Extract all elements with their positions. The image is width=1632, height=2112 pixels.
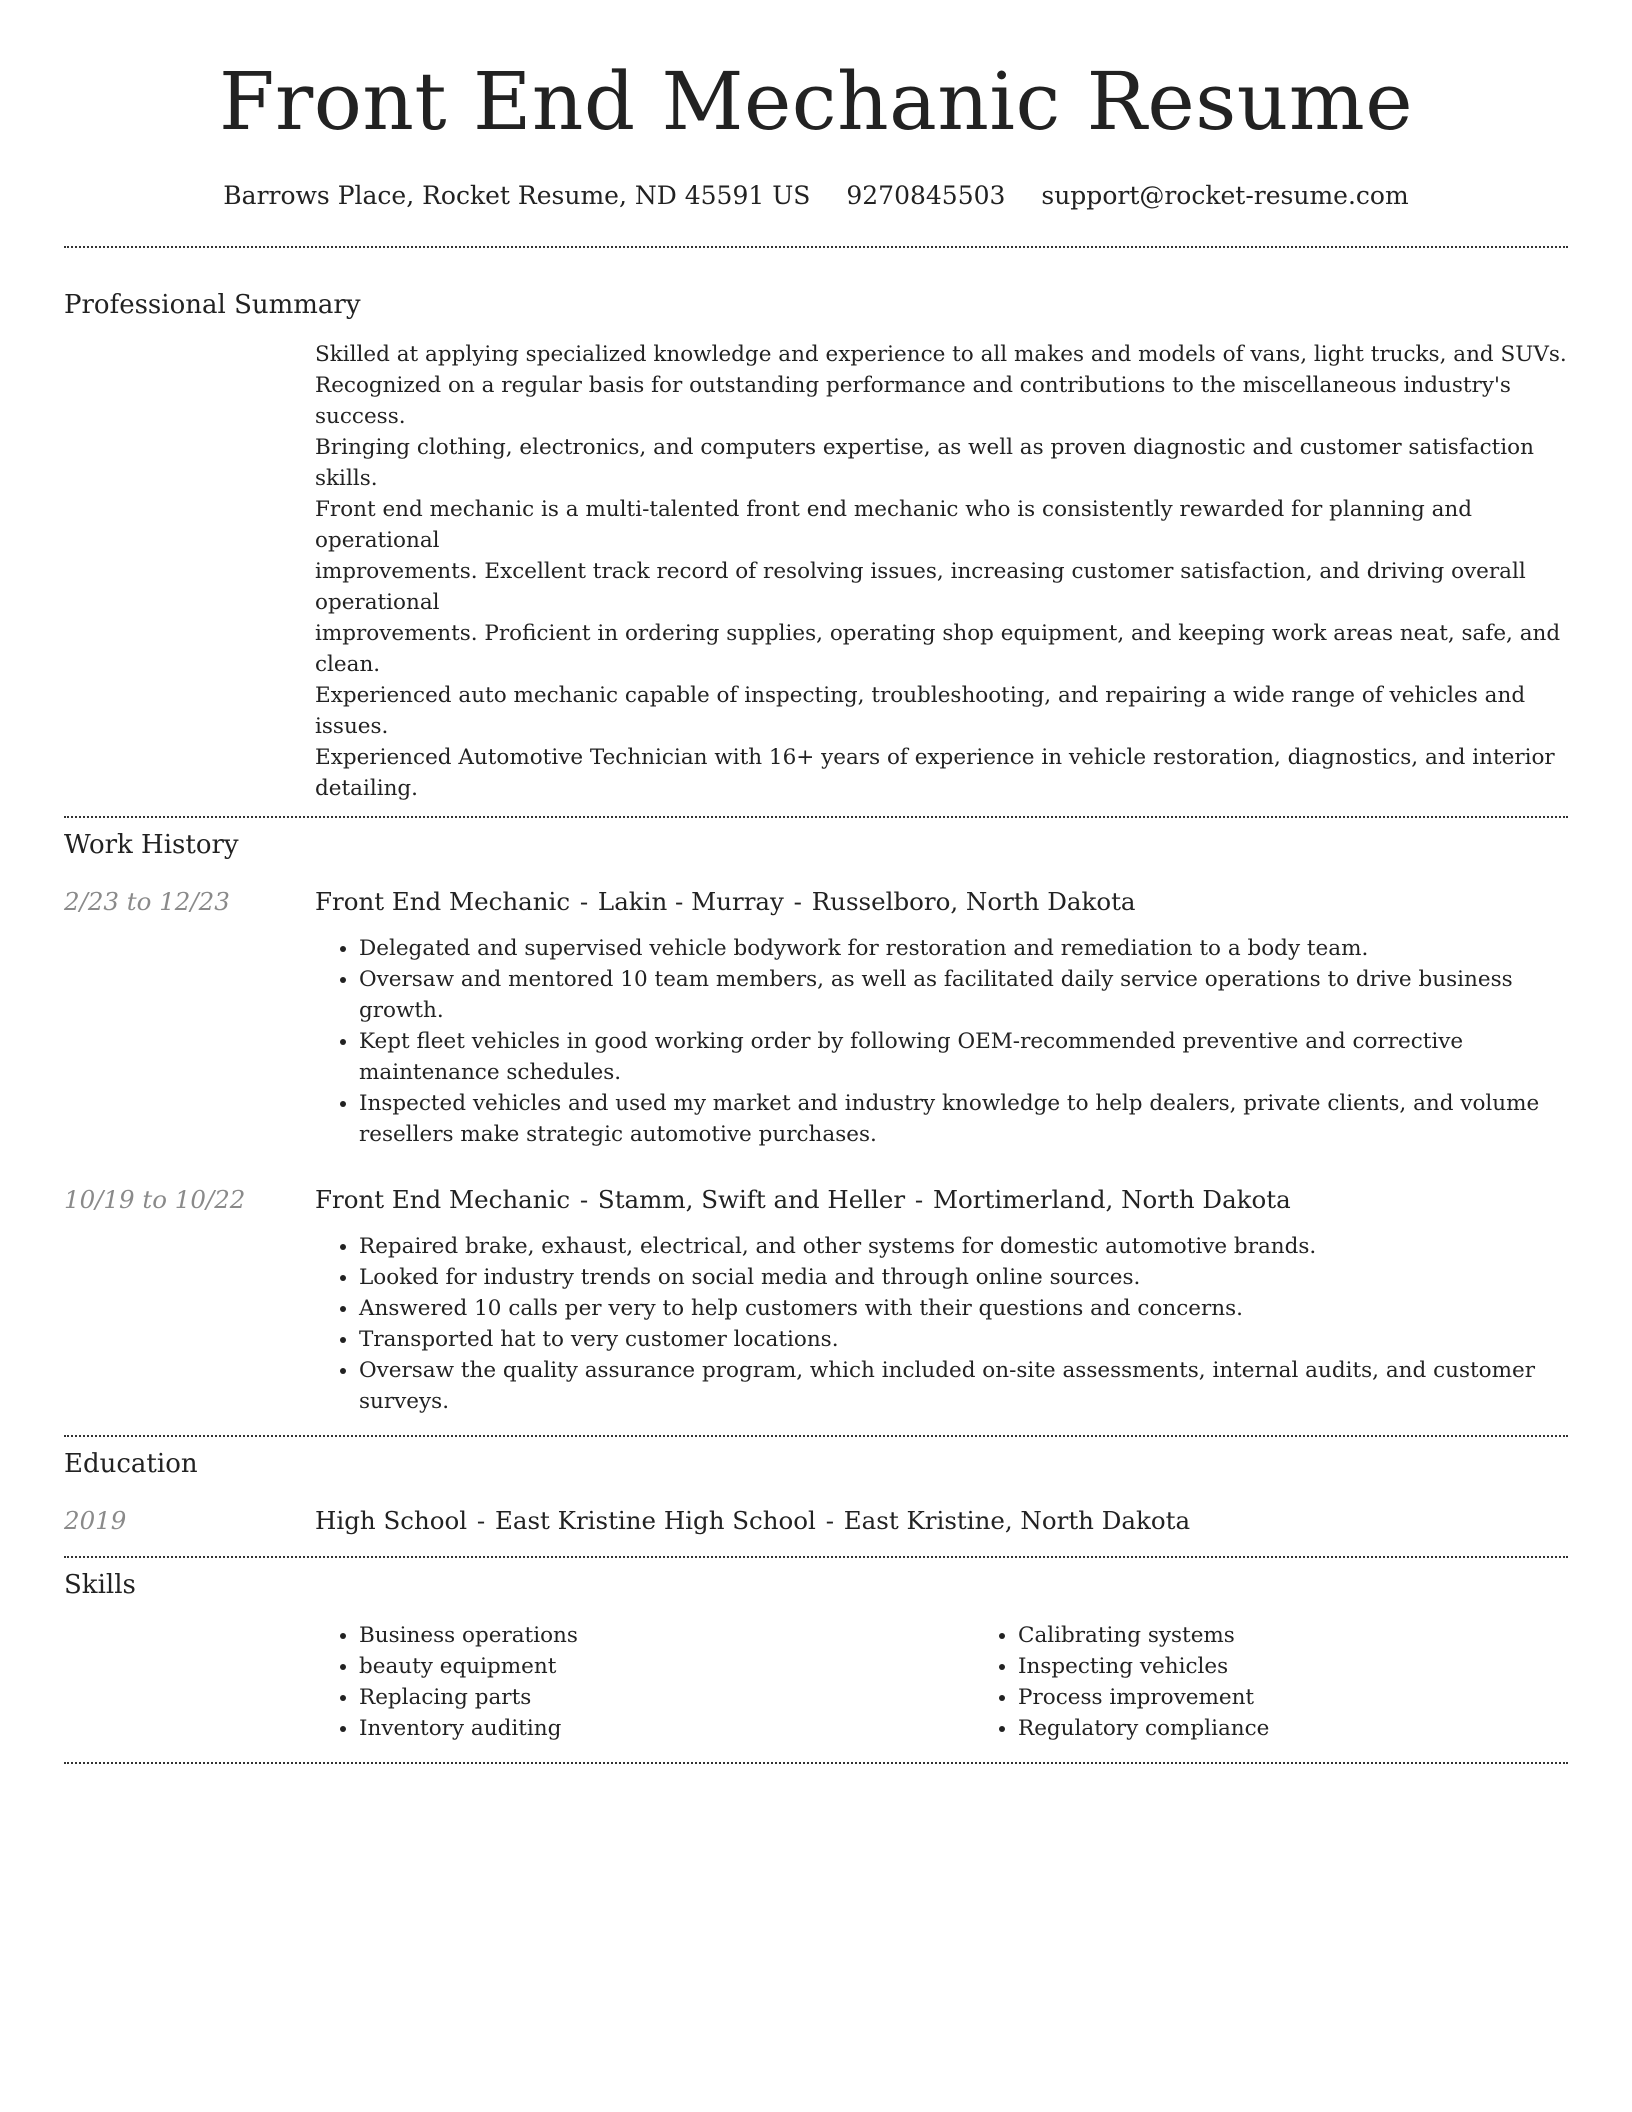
skills-list-left: [315, 1620, 974, 1744]
contact-phone: 9270845503: [846, 181, 1006, 210]
summary-row: [64, 339, 1568, 804]
list-item: • Inspected vehicles and used my market and industry knowledge to help dealers, private clients, and volume resellers make strategic automotive purchases.: [359, 1088, 1568, 1150]
divider: [64, 816, 1568, 818]
job-company: Lakin - Murray: [597, 887, 784, 916]
skills-grid: [315, 1620, 1632, 1744]
skill-item: • Replacing parts: [359, 1682, 974, 1713]
summary-line: Experienced Automotive Technician with 16+ years of experience in vehicle restoration, diagnostics, and interior detailing.: [315, 745, 1555, 801]
job-position: Front End Mechanic: [315, 887, 571, 916]
job-bullets: [315, 933, 1568, 1150]
job-position: Front End Mechanic: [315, 1185, 571, 1214]
job-dates: 10/19 to 10/22: [64, 1185, 246, 1214]
job-bullets: [315, 1231, 1568, 1417]
summary-line: Skilled at applying specialized knowledge and experience to all makes and models of vans, light trucks, and SUVs.: [315, 342, 1567, 367]
summary-text: [315, 339, 1568, 804]
skill-item: • Regulatory compliance: [1018, 1713, 1632, 1744]
section-title-skills: Skills: [64, 1570, 136, 1600]
job-heading: Front End Mechanic - Stamm, Swift and Heller - Mortimerland, North Dakota: [315, 1185, 1291, 1214]
contact-line: [64, 180, 1568, 212]
skill-item: • Inventory auditing: [359, 1713, 974, 1744]
resume-title: Front End Mechanic Resume: [218, 55, 1414, 148]
divider: [64, 1556, 1568, 1558]
job-location: Mortimerland, North Dakota: [932, 1185, 1291, 1214]
divider: [64, 1762, 1568, 1764]
section-title-work: Work History: [64, 830, 239, 860]
skill-item: • Inspecting vehicles: [1018, 1651, 1632, 1682]
education-school: East Kristine High School: [494, 1506, 816, 1535]
skill-item: • Process improvement: [1018, 1682, 1632, 1713]
list-item: • Kept fleet vehicles in good working order by following OEM-recommended preventive and corrective maintenance schedules.: [359, 1026, 1568, 1088]
contact-email: support@rocket-resume.com: [1041, 181, 1409, 210]
job-entry: [64, 885, 1568, 1150]
list-item: • Answered 10 calls per very to help customers with their questions and concerns.: [359, 1293, 1568, 1324]
summary-line: improvements. Excellent track record of resolving issues, increasing customer satisfaction, and driving overall operational: [315, 559, 1526, 615]
divider: [64, 246, 1568, 248]
list-item: • Transported hat to very customer locations.: [359, 1324, 1568, 1355]
skills-list-right: [974, 1620, 1632, 1744]
summary-line: improvements. Proficient in ordering supplies, operating shop equipment, and keeping work areas neat, safe, and clean.: [315, 621, 1561, 677]
job-dates: 2/23 to 12/23: [64, 887, 230, 916]
list-item: • Looked for industry trends on social media and through online sources.: [359, 1262, 1568, 1293]
divider: [64, 1435, 1568, 1437]
summary-line: Front end mechanic is a multi-talented front end mechanic who is consistently rewarded for planning and operational: [315, 497, 1473, 553]
summary-line: Recognized on a regular basis for outstanding performance and contributions to the miscellaneous industry's success.: [315, 373, 1511, 429]
job-location: Russelboro, North Dakota: [811, 887, 1136, 916]
education-entry: [64, 1504, 1568, 1538]
education-heading: High School - East Kristine High School - East Kristine, North Dakota: [315, 1506, 1191, 1535]
skill-item: • Calibrating systems: [1018, 1620, 1632, 1651]
summary-line: Experienced auto mechanic capable of inspecting, troubleshooting, and repairing a wide range of vehicles and issues.: [315, 683, 1526, 739]
section-title-education: Education: [64, 1449, 198, 1479]
skills-row: [64, 1620, 1568, 1744]
section-title-summary: Professional Summary: [64, 290, 361, 320]
skill-item: • beauty equipment: [359, 1651, 974, 1682]
list-item: • Oversaw and mentored 10 team members, as well as facilitated daily service operations to drive business growth.: [359, 964, 1568, 1026]
list-item: • Repaired brake, exhaust, electrical, and other systems for domestic automotive brands.: [359, 1231, 1568, 1262]
contact-address: Barrows Place, Rocket Resume, ND 45591 US: [223, 181, 811, 210]
education-location: East Kristine, North Dakota: [843, 1506, 1191, 1535]
education-year: 2019: [64, 1506, 127, 1535]
summary-line: Bringing clothing, electronics, and computers expertise, as well as proven diagnostic and customer satisfaction skills.: [315, 435, 1534, 491]
list-item: • Delegated and supervised vehicle bodywork for restoration and remediation to a body team.: [359, 933, 1568, 964]
job-heading: Front End Mechanic - Lakin - Murray - Russelboro, North Dakota: [315, 887, 1136, 916]
education-degree: High School: [315, 1506, 468, 1535]
job-entry: [64, 1183, 1568, 1417]
job-company: Stamm, Swift and Heller: [597, 1185, 906, 1214]
skill-item: • Business operations: [359, 1620, 974, 1651]
list-item: • Oversaw the quality assurance program, which included on-site assessments, internal audits, and customer surveys.: [359, 1355, 1568, 1417]
